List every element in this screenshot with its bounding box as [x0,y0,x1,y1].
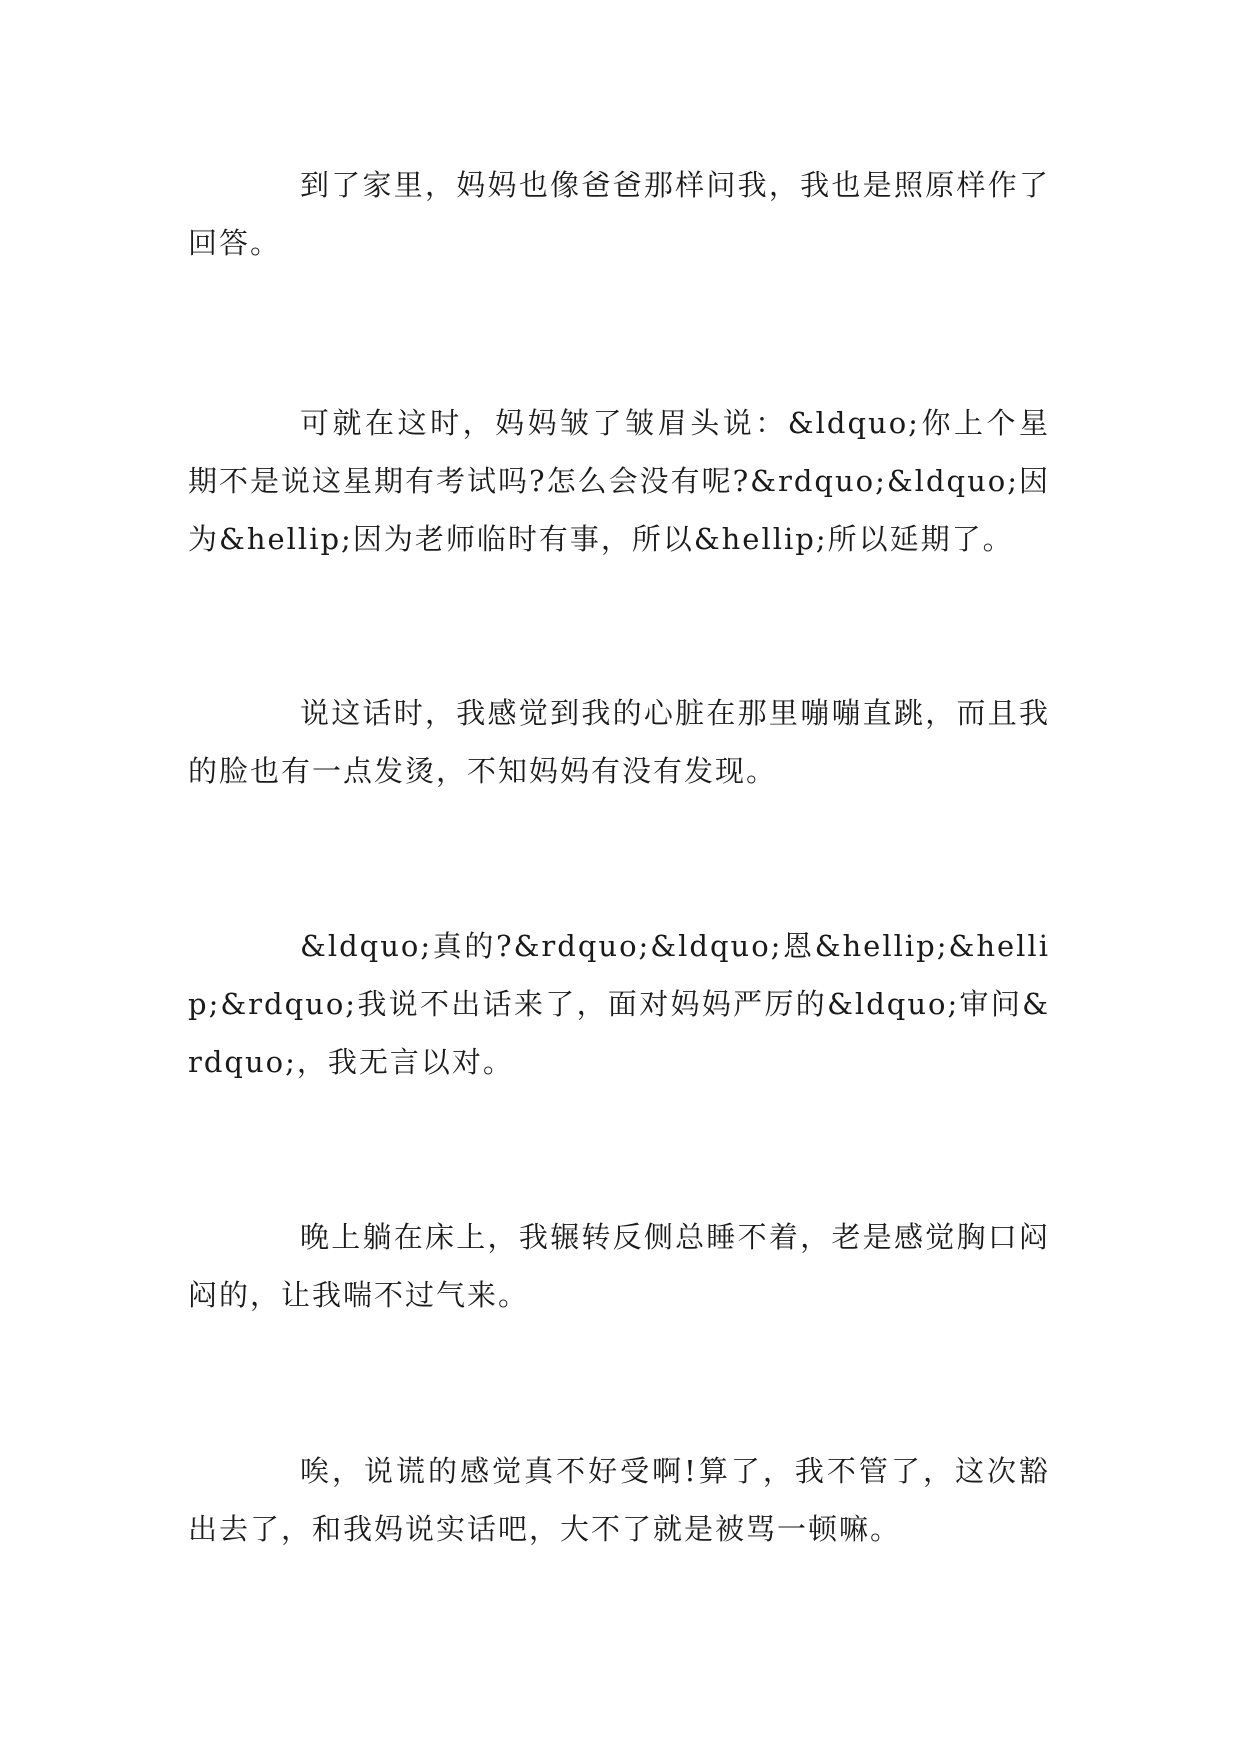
paragraph-4: &ldquo;真的?&rdquo;&ldquo;恩&hellip;&hellip;&rdquo;我说不出话来了，面对妈妈严厉的&ldquo;审问&rdquo;，我无言以对。 [188,929,1050,1079]
paragraph-3: 说这话时，我感觉到我的心脏在那里嘣嘣直跳，而且我的脸也有一点发烫，不知妈妈有没有发现。 [188,696,1050,788]
paragraph-6: 唉，说谎的感觉真不好受啊!算了，我不管了，这次豁出去了，和我妈说实话吧，大不了就是被骂一顿嘛。 [188,1454,1050,1546]
paragraph-5: 晚上躺在床上，我辗转反侧总睡不着，老是感觉胸口闷闷的，让我喘不过气来。 [188,1220,1050,1312]
paragraph-1: 到了家里，妈妈也像爸爸那样问我，我也是照原样作了回答。 [188,168,1050,260]
paragraph-2: 可就在这时，妈妈皱了皱眉头说：&ldquo;你上个星期不是说这星期有考试吗?怎么会没有呢?&rdquo;&ldquo;因为&hellip;因为老师临时有事，所以&hellip;所以延期了。 [188,406,1050,556]
